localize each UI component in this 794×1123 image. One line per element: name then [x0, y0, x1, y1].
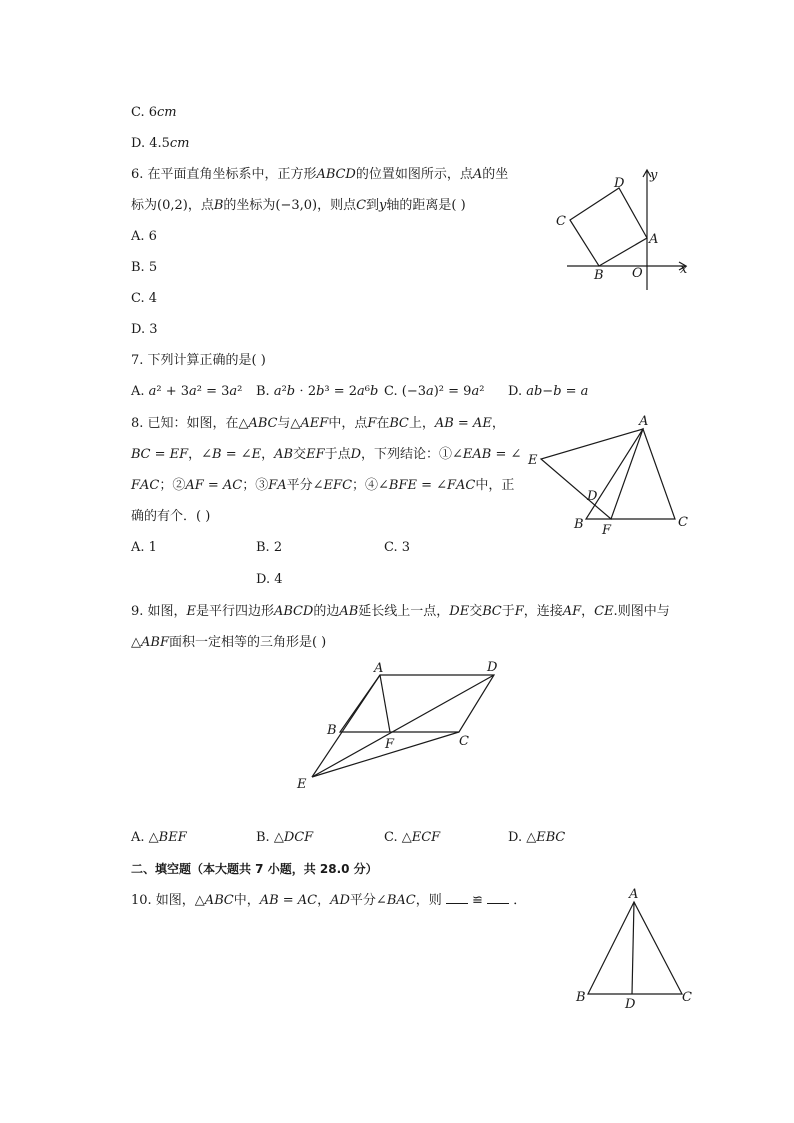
q10-triangle-figure	[570, 885, 695, 1015]
q8-label-d: D	[587, 489, 598, 504]
q10-line-ad	[632, 902, 634, 994]
q8-triangle-abc	[586, 429, 675, 519]
section-2-title: 二、填空题（本大题共 7 小题，共 28.0 分）	[131, 862, 378, 876]
q9-option-a: A. △𝐵𝐸𝐹	[131, 830, 187, 845]
q8-label-b: B	[574, 517, 584, 532]
q8-stem-line4: 确的有个．( )	[131, 509, 211, 524]
q8-triangle-figure	[525, 412, 700, 542]
q9-label-d: D	[487, 660, 498, 675]
q6-label-a: A	[649, 232, 659, 247]
q9-parallelogram-abcd	[340, 675, 494, 732]
q8-label-c: C	[678, 515, 688, 530]
q6-square-figure	[550, 165, 695, 295]
q10-stem-end: ．	[513, 893, 527, 908]
q9-line-ae	[312, 675, 380, 777]
q5-option-d: D. 4.5𝑐𝑚	[131, 136, 190, 151]
q9-label-f: F	[385, 737, 395, 752]
q6-stem-line2: 标为(0,2)，点𝐵的坐标为(−3,0)，则点𝐶到𝑦轴的距离是( )	[131, 198, 466, 213]
q6-label-d: D	[614, 176, 625, 191]
q10-stem	[131, 891, 526, 910]
q10-answer-blank-2[interactable]	[487, 891, 509, 904]
q6-label-y: y	[650, 168, 658, 183]
q10-label-b: B	[576, 990, 586, 1005]
q6-label-c: C	[556, 214, 566, 229]
q6-option-b: B. 5	[131, 260, 158, 275]
q8-label-f: F	[602, 523, 612, 538]
q10-answer-blank-1[interactable]	[446, 891, 468, 904]
q8-option-a: A. 1	[131, 540, 157, 555]
q6-option-a: A. 6	[131, 229, 157, 244]
q8-stem-line3: 𝐹𝐴𝐶；②𝐴𝐹 = 𝐴𝐶；③𝐹𝐴平分∠𝐸𝐹𝐶；④∠𝐵𝐹𝐸 = ∠𝐹𝐴𝐶中，正	[131, 478, 515, 493]
q9-option-c: C. △𝐸𝐶𝐹	[384, 830, 441, 845]
q9-line-de	[312, 675, 494, 777]
q7-option-b: B. 𝑎²𝑏 ⋅ 2𝑏³ = 2𝑎⁶𝑏	[256, 384, 379, 399]
q9-label-b: B	[327, 723, 337, 738]
q10-label-c: C	[682, 990, 692, 1005]
q8-option-b: B. 2	[256, 540, 283, 555]
q10-label-d: D	[625, 997, 636, 1012]
q8-triangle-aef	[541, 429, 643, 519]
q9-stem-line1: 9. 如图，𝐸是平行四边形𝐴𝐵𝐶𝐷的边𝐴𝐵延长线上一点，𝐷𝐸交𝐵𝐶于𝐹，连接𝐴𝐹，𝐶𝐸.则图中与	[131, 604, 670, 619]
q10-stem-text: 10. 如图，△𝐴𝐵𝐶中，𝐴𝐵 = 𝐴𝐶，𝐴𝐷平分∠𝐵𝐴𝐶，则	[131, 893, 442, 908]
q10-triangle-abc	[588, 902, 682, 994]
q8-stem-line2: 𝐵𝐶 = 𝐸𝐹，∠𝐵 = ∠𝐸，𝐴𝐵交𝐸𝐹于点𝐷，下列结论：①∠𝐸𝐴𝐵 = ∠	[131, 447, 522, 462]
q6-label-x: x	[680, 262, 688, 277]
q6-stem-line1: 6. 在平面直角坐标系中，正方形𝐴𝐵𝐶𝐷的位置如图所示，点𝐴的坐	[131, 167, 509, 182]
q8-option-d: D. 4	[256, 572, 283, 587]
q7-option-d: D. 𝑎𝑏−𝑏 = 𝑎	[508, 384, 589, 399]
q10-congruent-symbol: ≌	[472, 893, 483, 908]
q8-option-c: C. 3	[384, 540, 411, 555]
q6-option-c: C. 4	[131, 291, 158, 306]
q7-option-c: C. (−3𝑎)² = 9𝑎²	[384, 384, 485, 399]
q9-label-e: E	[297, 777, 307, 792]
q6-option-d: D. 3	[131, 322, 158, 337]
q6-square-abcd	[570, 188, 647, 266]
q6-label-b: B	[594, 268, 604, 283]
q9-line-af	[380, 675, 390, 732]
q9-label-c: C	[459, 734, 469, 749]
q9-label-a: A	[374, 661, 384, 676]
q5-option-c: C. 6𝑐𝑚	[131, 105, 177, 120]
q8-label-e: E	[528, 453, 538, 468]
q7-option-a: A. 𝑎² + 3𝑎² = 3𝑎²	[131, 384, 243, 399]
q10-label-a: A	[629, 887, 639, 902]
q9-option-b: B. △𝐷𝐶𝐹	[256, 830, 314, 845]
q9-option-d: D. △𝐸𝐵𝐶	[508, 830, 566, 845]
q6-label-o: O	[632, 266, 643, 281]
q8-label-a: A	[639, 414, 649, 429]
q7-stem: 7. 下列计算正确的是( )	[131, 353, 266, 368]
q9-stem-line2: △𝐴𝐵𝐹面积一定相等的三角形是( )	[131, 635, 327, 650]
q9-parallelogram-figure	[290, 655, 510, 800]
q8-stem-line1: 8. 已知：如图，在△𝐴𝐵𝐶与△𝐴𝐸𝐹中，点𝐹在𝐵𝐶上，𝐴𝐵 = 𝐴𝐸，	[131, 416, 505, 431]
